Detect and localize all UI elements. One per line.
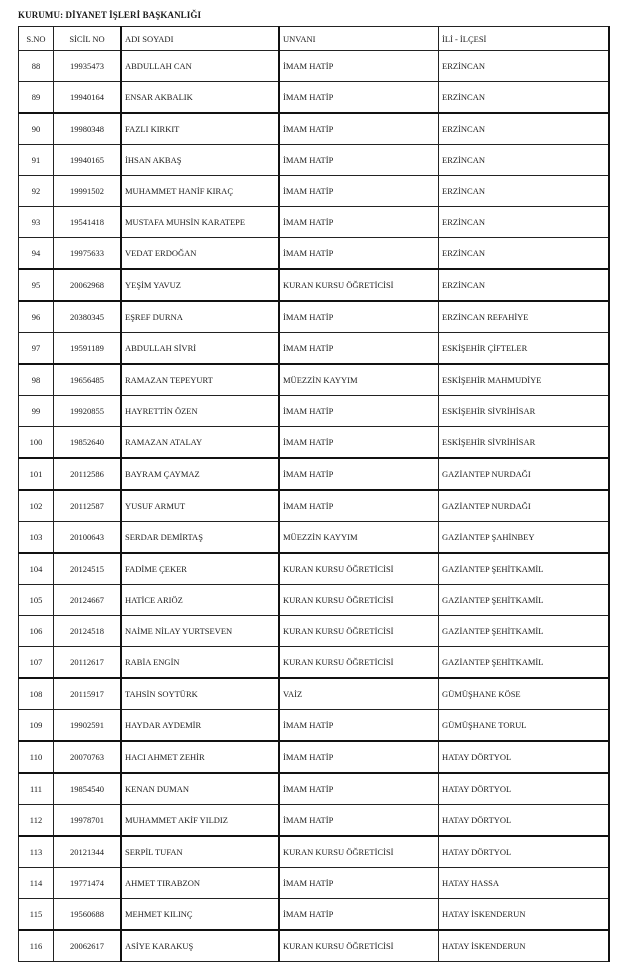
cell-sicil-no: 19975633	[54, 238, 122, 270]
cell-sno: 115	[19, 899, 54, 931]
personnel-table	[18, 26, 610, 962]
cell-name: AHMET TIRABZON	[121, 868, 279, 899]
cell-sno: 104	[19, 553, 54, 585]
column-header-name: ADI SOYADI	[121, 27, 279, 51]
cell-name: HAYRETTİN ÖZEN	[121, 396, 279, 427]
cell-sno: 93	[19, 207, 54, 238]
cell-name: FAZLI KIRKIT	[121, 113, 279, 145]
cell-name: MUHAMMET AKİF YILDIZ	[121, 805, 279, 837]
cell-name: MEHMET KILINÇ	[121, 899, 279, 931]
table-row	[19, 396, 610, 427]
cell-sno: 95	[19, 269, 54, 301]
cell-location: HATAY İSKENDERUN	[439, 899, 610, 931]
cell-name: EŞREF DURNA	[121, 301, 279, 333]
cell-title: İMAM HATİP	[279, 113, 439, 145]
table-row	[19, 113, 610, 145]
cell-name: ENSAR AKBALIK	[121, 82, 279, 114]
table-row	[19, 490, 610, 522]
cell-name: RAMAZAN ATALAY	[121, 427, 279, 459]
column-header-sicil-no: SİCİL NO	[54, 27, 122, 51]
cell-sicil-no: 20112587	[54, 490, 122, 522]
cell-location: GAZİANTEP ŞEHİTKAMİL	[439, 553, 610, 585]
table-row	[19, 427, 610, 459]
table-row	[19, 647, 610, 679]
table-row	[19, 805, 610, 837]
cell-location: ESKİŞEHİR SİVRİHİSAR	[439, 396, 610, 427]
cell-sicil-no: 19935473	[54, 51, 122, 82]
cell-title: KURAN KURSU ÖĞRETİCİSİ	[279, 836, 439, 868]
cell-title: İMAM HATİP	[279, 301, 439, 333]
cell-location: GAZİANTEP ŞEHİTKAMİL	[439, 647, 610, 679]
cell-name: YUSUF ARMUT	[121, 490, 279, 522]
cell-sicil-no: 19854540	[54, 773, 122, 805]
cell-title: KURAN KURSU ÖĞRETİCİSİ	[279, 585, 439, 616]
cell-sno: 110	[19, 741, 54, 773]
table-header-row	[19, 27, 610, 51]
cell-name: YEŞİM YAVUZ	[121, 269, 279, 301]
cell-sicil-no: 20121344	[54, 836, 122, 868]
cell-title: KURAN KURSU ÖĞRETİCİSİ	[279, 553, 439, 585]
cell-location: ERZİNCAN	[439, 51, 610, 82]
cell-title: İMAM HATİP	[279, 396, 439, 427]
institution-label: KURUMU: DİYANET İŞLERİ BAŞKANLIĞI	[18, 10, 202, 20]
cell-location: HATAY DÖRTYOL	[439, 741, 610, 773]
table-row	[19, 930, 610, 962]
cell-location: ESKİŞEHİR ÇİFTELER	[439, 333, 610, 365]
cell-title: MÜEZZİN KAYYIM	[279, 522, 439, 554]
cell-location: ERZİNCAN	[439, 238, 610, 270]
table-row	[19, 899, 610, 931]
cell-sicil-no: 20380345	[54, 301, 122, 333]
cell-sno: 111	[19, 773, 54, 805]
cell-sno: 107	[19, 647, 54, 679]
cell-name: RABİA ENGİN	[121, 647, 279, 679]
cell-sicil-no: 20062968	[54, 269, 122, 301]
cell-sno: 92	[19, 176, 54, 207]
table-row	[19, 836, 610, 868]
cell-sicil-no: 19940165	[54, 145, 122, 176]
cell-location: ERZİNCAN	[439, 207, 610, 238]
cell-location: GAZİANTEP NURDAĞI	[439, 458, 610, 490]
cell-sno: 113	[19, 836, 54, 868]
cell-title: İMAM HATİP	[279, 207, 439, 238]
cell-name: ASİYE KARAKUŞ	[121, 930, 279, 962]
cell-name: VEDAT ERDOĞAN	[121, 238, 279, 270]
cell-name: MUHAMMET HANİF KIRAÇ	[121, 176, 279, 207]
cell-sicil-no: 19902591	[54, 710, 122, 742]
cell-name: RAMAZAN TEPEYURT	[121, 364, 279, 396]
cell-location: HATAY DÖRTYOL	[439, 836, 610, 868]
cell-sno: 96	[19, 301, 54, 333]
cell-location: ERZİNCAN	[439, 82, 610, 114]
cell-title: İMAM HATİP	[279, 773, 439, 805]
table-row	[19, 773, 610, 805]
cell-sicil-no: 19560688	[54, 899, 122, 931]
cell-title: KURAN KURSU ÖĞRETİCİSİ	[279, 269, 439, 301]
cell-sno: 112	[19, 805, 54, 837]
cell-sicil-no: 20124667	[54, 585, 122, 616]
cell-location: GAZİANTEP ŞEHİTKAMİL	[439, 585, 610, 616]
cell-name: NAİME NİLAY YURTSEVEN	[121, 616, 279, 647]
cell-location: ERZİNCAN	[439, 269, 610, 301]
cell-title: İMAM HATİP	[279, 741, 439, 773]
cell-location: GÜMÜŞHANE KÖSE	[439, 678, 610, 710]
cell-name: SERDAR DEMİRTAŞ	[121, 522, 279, 554]
cell-sno: 114	[19, 868, 54, 899]
cell-title: İMAM HATİP	[279, 490, 439, 522]
cell-sno: 109	[19, 710, 54, 742]
cell-sicil-no: 19920855	[54, 396, 122, 427]
cell-name: TAHSİN SOYTÜRK	[121, 678, 279, 710]
cell-sno: 103	[19, 522, 54, 554]
cell-name: BAYRAM ÇAYMAZ	[121, 458, 279, 490]
cell-name: ABDULLAH SİVRİ	[121, 333, 279, 365]
table-row	[19, 585, 610, 616]
table-row	[19, 868, 610, 899]
cell-title: KURAN KURSU ÖĞRETİCİSİ	[279, 647, 439, 679]
cell-sicil-no: 19656485	[54, 364, 122, 396]
cell-title: KURAN KURSU ÖĞRETİCİSİ	[279, 930, 439, 962]
cell-location: GAZİANTEP ŞAHİNBEY	[439, 522, 610, 554]
cell-sno: 99	[19, 396, 54, 427]
cell-title: İMAM HATİP	[279, 333, 439, 365]
cell-sno: 108	[19, 678, 54, 710]
table-row	[19, 553, 610, 585]
cell-title: İMAM HATİP	[279, 710, 439, 742]
table-row	[19, 710, 610, 742]
table-row	[19, 458, 610, 490]
cell-sno: 88	[19, 51, 54, 82]
cell-location: ERZİNCAN	[439, 145, 610, 176]
cell-sno: 105	[19, 585, 54, 616]
cell-title: İMAM HATİP	[279, 51, 439, 82]
cell-sno: 90	[19, 113, 54, 145]
cell-location: ESKİŞEHİR MAHMUDİYE	[439, 364, 610, 396]
cell-sicil-no: 19591189	[54, 333, 122, 365]
cell-sicil-no: 19991502	[54, 176, 122, 207]
cell-name: FADİME ÇEKER	[121, 553, 279, 585]
cell-title: İMAM HATİP	[279, 458, 439, 490]
cell-sicil-no: 20124518	[54, 616, 122, 647]
cell-sicil-no: 19771474	[54, 868, 122, 899]
cell-name: HACI AHMET ZEHİR	[121, 741, 279, 773]
cell-location: GAZİANTEP ŞEHİTKAMİL	[439, 616, 610, 647]
cell-sno: 102	[19, 490, 54, 522]
table-row	[19, 145, 610, 176]
table-row	[19, 678, 610, 710]
table-row	[19, 301, 610, 333]
cell-sno: 116	[19, 930, 54, 962]
column-header-sno: S.NO	[19, 27, 54, 51]
table-row	[19, 364, 610, 396]
table-row	[19, 522, 610, 554]
table-row	[19, 207, 610, 238]
cell-sicil-no: 20070763	[54, 741, 122, 773]
cell-sno: 106	[19, 616, 54, 647]
table-body	[19, 51, 610, 962]
table-row	[19, 741, 610, 773]
cell-sicil-no: 20062617	[54, 930, 122, 962]
cell-name: İHSAN AKBAŞ	[121, 145, 279, 176]
cell-location: GÜMÜŞHANE TORUL	[439, 710, 610, 742]
cell-sno: 101	[19, 458, 54, 490]
cell-title: İMAM HATİP	[279, 427, 439, 459]
cell-title: İMAM HATİP	[279, 899, 439, 931]
cell-title: İMAM HATİP	[279, 868, 439, 899]
table-row	[19, 269, 610, 301]
cell-sno: 89	[19, 82, 54, 114]
cell-sicil-no: 19541418	[54, 207, 122, 238]
cell-title: İMAM HATİP	[279, 176, 439, 207]
cell-name: HATİCE ARIÖZ	[121, 585, 279, 616]
cell-sicil-no: 19978701	[54, 805, 122, 837]
cell-name: MUSTAFA MUHSİN KARATEPE	[121, 207, 279, 238]
cell-title: KURAN KURSU ÖĞRETİCİSİ	[279, 616, 439, 647]
cell-location: ESKİŞEHİR SİVRİHİSAR	[439, 427, 610, 459]
cell-location: GAZİANTEP NURDAĞI	[439, 490, 610, 522]
table-row	[19, 82, 610, 114]
cell-location: HATAY DÖRTYOL	[439, 773, 610, 805]
cell-location: HATAY İSKENDERUN	[439, 930, 610, 962]
cell-location: HATAY HASSA	[439, 868, 610, 899]
cell-title: İMAM HATİP	[279, 238, 439, 270]
cell-sno: 98	[19, 364, 54, 396]
cell-sno: 100	[19, 427, 54, 459]
cell-sicil-no: 19980348	[54, 113, 122, 145]
cell-title: İMAM HATİP	[279, 145, 439, 176]
cell-sicil-no: 19940164	[54, 82, 122, 114]
cell-title: MÜEZZİN KAYYIM	[279, 364, 439, 396]
cell-sicil-no: 20112586	[54, 458, 122, 490]
table-row	[19, 238, 610, 270]
cell-sicil-no: 20100643	[54, 522, 122, 554]
cell-title: VAİZ	[279, 678, 439, 710]
table-row	[19, 333, 610, 365]
cell-sicil-no: 19852640	[54, 427, 122, 459]
table-row	[19, 616, 610, 647]
cell-name: KENAN DUMAN	[121, 773, 279, 805]
cell-sno: 91	[19, 145, 54, 176]
cell-title: İMAM HATİP	[279, 82, 439, 114]
cell-sno: 94	[19, 238, 54, 270]
cell-title: İMAM HATİP	[279, 805, 439, 837]
cell-location: HATAY DÖRTYOL	[439, 805, 610, 837]
column-header-title: UNVANI	[279, 27, 439, 51]
cell-sicil-no: 20115917	[54, 678, 122, 710]
table-row	[19, 51, 610, 82]
cell-sicil-no: 20124515	[54, 553, 122, 585]
cell-location: ERZİNCAN	[439, 113, 610, 145]
cell-sicil-no: 20112617	[54, 647, 122, 679]
cell-sno: 97	[19, 333, 54, 365]
cell-name: HAYDAR AYDEMİR	[121, 710, 279, 742]
column-header-location: İLİ - İLÇESİ	[439, 27, 610, 51]
table-row	[19, 176, 610, 207]
cell-location: ERZİNCAN REFAHİYE	[439, 301, 610, 333]
cell-name: ABDULLAH CAN	[121, 51, 279, 82]
cell-location: ERZİNCAN	[439, 176, 610, 207]
cell-name: SERPİL TUFAN	[121, 836, 279, 868]
